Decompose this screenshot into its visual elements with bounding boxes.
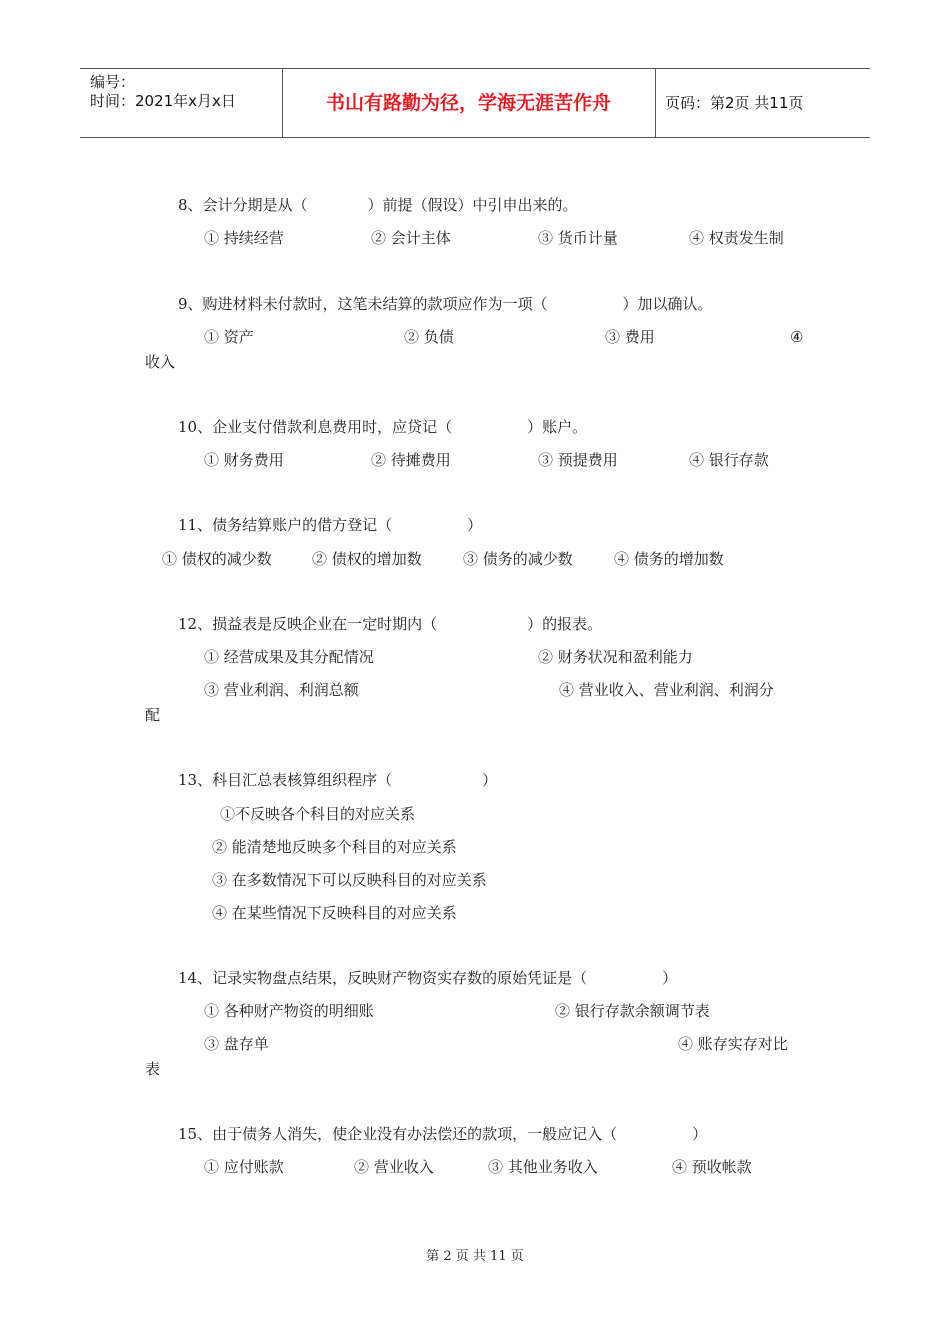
question-stem: 14、记录实物盘点结果，反映财产物资实存数的原始凭证是（ ） xyxy=(178,969,678,987)
question-option-wrap: 表 xyxy=(145,1060,161,1078)
header-meta xyxy=(90,73,236,111)
question-option: ④ xyxy=(790,328,804,346)
header-divider xyxy=(655,69,656,137)
page-footer: 第 2 页 共 11 页 xyxy=(426,1249,524,1264)
question-option: ② 营业收入 xyxy=(354,1158,434,1176)
question-option: ④ 在某些情况下反映科目的对应关系 xyxy=(212,904,457,922)
question-stem: 12、损益表是反映企业在一定时期内（ ）的报表。 xyxy=(178,615,603,633)
header-page-number: 页码：第2页 共11页 xyxy=(665,94,804,112)
question-option: ④ 账存实存对比 xyxy=(678,1035,788,1053)
question-option: ① 财务费用 xyxy=(204,451,284,469)
question-option: ① 持续经营 xyxy=(204,229,284,247)
question-option: ③ 债务的减少数 xyxy=(463,550,573,568)
question-stem: 11、债务结算账户的借方登记（ ） xyxy=(178,516,483,534)
question-stem: 8、会计分期是从（ ）前提（假设）中引申出来的。 xyxy=(178,196,578,214)
question-option: ④ 预收帐款 xyxy=(672,1158,752,1176)
question-option: ③ 在多数情况下可以反映科目的对应关系 xyxy=(212,871,487,889)
question-option: ② 会计主体 xyxy=(371,229,451,247)
question-option: ①不反映各个科目的对应关系 xyxy=(220,805,416,823)
page-header xyxy=(80,68,870,138)
question-option: ④ 银行存款 xyxy=(689,451,769,469)
question-option: ③ 预提费用 xyxy=(538,451,618,469)
question-stem: 9、购进材料未付款时，这笔未结算的款项应作为一项（ ）加以确认。 xyxy=(178,295,713,313)
question-stem: 10、企业支付借款利息费用时，应贷记（ ）账户。 xyxy=(178,418,588,436)
document-number-label: 编号： xyxy=(90,73,136,91)
question-option: ② 银行存款余额调节表 xyxy=(555,1002,710,1020)
question-option: ④ 营业收入、营业利润、利润分 xyxy=(559,681,774,699)
question-stem: 13、科目汇总表核算组织程序（ ） xyxy=(178,771,498,789)
question-option: ② 待摊费用 xyxy=(371,451,451,469)
question-option: ④ 债务的增加数 xyxy=(614,550,724,568)
question-option: ② 财务状况和盈利能力 xyxy=(538,648,693,666)
question-option: ① 各种财产物资的明细账 xyxy=(204,1002,374,1020)
question-option: ④ 权责发生制 xyxy=(689,229,784,247)
question-option: ① 应付账款 xyxy=(204,1158,284,1176)
question-stem: 15、由于债务人消失，使企业没有办法偿还的款项，一般应记入（ ） xyxy=(178,1125,708,1143)
question-option: ② 能清楚地反映多个科目的对应关系 xyxy=(212,838,457,856)
question-option: ③ 其他业务收入 xyxy=(488,1158,598,1176)
header-motto: 书山有路勤为径，学海无涯苦作舟 xyxy=(325,92,611,114)
question-option: ① 资产 xyxy=(204,328,254,346)
question-option: ② 债权的增加数 xyxy=(312,550,422,568)
question-option: ① 债权的减少数 xyxy=(162,550,272,568)
question-option: ③ 营业利润、利润总额 xyxy=(204,681,359,699)
document-date: 时间：2021年x月x日 xyxy=(90,92,236,110)
question-option-wrap: 配 xyxy=(145,706,161,724)
question-option: ③ 盘存单 xyxy=(204,1035,269,1053)
question-option: ① 经营成果及其分配情况 xyxy=(204,648,374,666)
question-option: ③ 费用 xyxy=(605,328,655,346)
question-option-wrap: 收入 xyxy=(145,353,176,371)
question-option: ③ 货币计量 xyxy=(538,229,618,247)
question-option: ② 负债 xyxy=(404,328,454,346)
